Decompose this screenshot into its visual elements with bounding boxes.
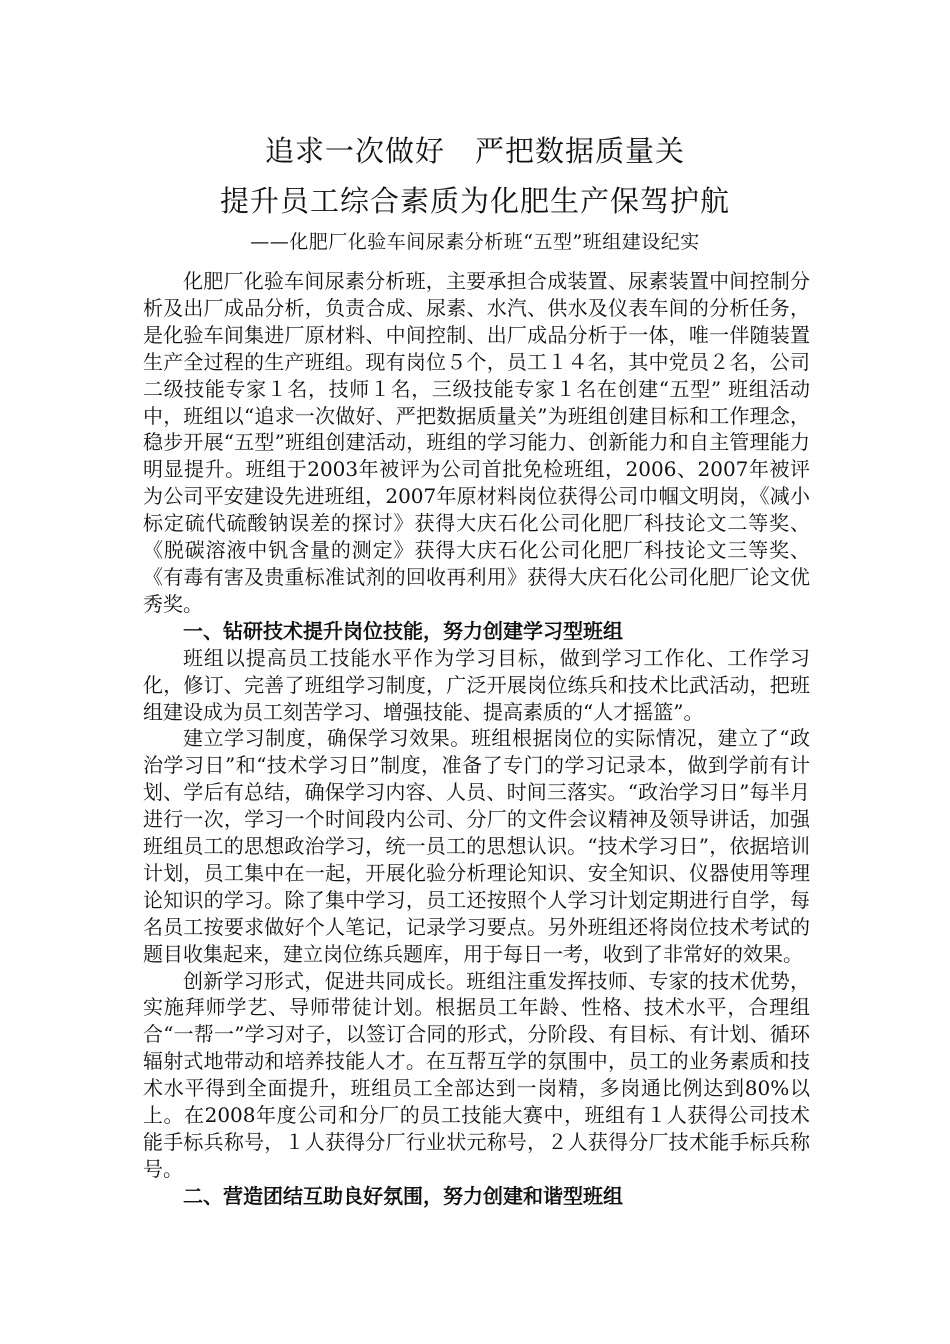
document-title-line-2: 提升员工综合素质为化肥生产保驾护航	[219, 184, 730, 218]
section-1-paragraph-3: 创新学习形式，促进共同成长。班组注重发挥技师、专家的技术优势，实施拜师学艺、导师带徒计划。根据员工年龄、性格、技术水平，合理组合“一帮一”学习对子，以签订合同的形式，分阶段、有目标、有计划、循环辐射式地带动和培养技能人才。在互帮互学的氛围中，员工的业务素质和技术水平得到全面提升，班组员工全部达到一岗精，多岗通比例达到80%以上。在2008年度公司和分厂的员工技能大赛中，班组有１人获得公司技术能手标兵称号，１人获得分厂行业状元称号，２人获得分厂技术能手标兵称号。	[143, 968, 810, 1181]
section-1-paragraph-2: 建立学习制度，确保学习效果。班组根据岗位的实际情况，建立了“政治学习日”和“技术学习日”制度，准备了专门的学习记录本，做到学前有计划、学后有总结，确保学习内容、人员、时间三落实。“政治学习日”每半月进行一次，学习一个时间段内公司、分厂的文件会议精神及领导讲话，加强班组员工的思想政治学习，统一员工的思想认识。“技术学习日”，依据培训计划，员工集中在一起，开展化验分析理论知识、安全知识、仪器使用等理论知识的学习。除了集中学习，员工还按照个人学习计划定期进行自学，每名员工按要求做好个人笔记，记录学习要点。另外班组还将岗位技术考试的题目收集起来，建立岗位练兵题库，用于每日一考，收到了非常好的效果。	[143, 726, 810, 966]
document-title-line-1: 追求一次做好 严把数据质量关	[264, 134, 685, 168]
document-subtitle: ——化肥厂化验车间尿素分析班“五型”班组建设纪实	[250, 231, 700, 253]
intro-paragraph: 化肥厂化验车间尿素分析班，主要承担合成装置、尿素装置中间控制分析及出厂成品分析，负责合成、尿素、水汽、供水及仪表车间的分析任务，是化验车间集进厂原材料、中间控制、出厂成品分析于一体，唯一伴随装置生产全过程的生产班组。现有岗位５个，员工１４名，其中党员２名，公司二级技能专家１名，技师１名，三级技能专家１名在创建“五型” 班组活动中，班组以“追求一次做好、严把数据质量关”为班组创建目标和工作理念，稳步开展“五型”班组创建活动，班组的学习能力、创新能力和自主管理能力明显提升。班组于2003年被评为公司首批免检班组，2006、2007年被评为公司平安建设先进班组，2007年原材料岗位获得公司巾帼文明岗，《减小标定硫代硫酸钠误差的探讨》获得大庆石化公司化肥厂科技论文二等奖、《脱碳溶液中钒含量的测定》获得大庆石化公司化肥厂科技论文三等奖、《有毒有害及贵重标准试剂的回收再利用》获得大庆石化公司化肥厂论文优秀奖。	[143, 269, 810, 616]
section-heading-2: 二、营造团结互助良好氛围，努力创建和谐型班组	[183, 1183, 623, 1208]
document-body	[143, 268, 810, 1210]
section-heading-1: 一、钻研技术提升岗位技能，努力创建学习型班组	[183, 618, 623, 643]
section-1-paragraph-1: 班组以提高员工技能水平作为学习目标，做到学习工作化、工作学习化，修订、完善了班组学习制度，广泛开展岗位练兵和技术比武活动，把班组建设成为员工刻苦学习、增强技能、提高素质的“人才摇篮”。	[143, 645, 810, 724]
